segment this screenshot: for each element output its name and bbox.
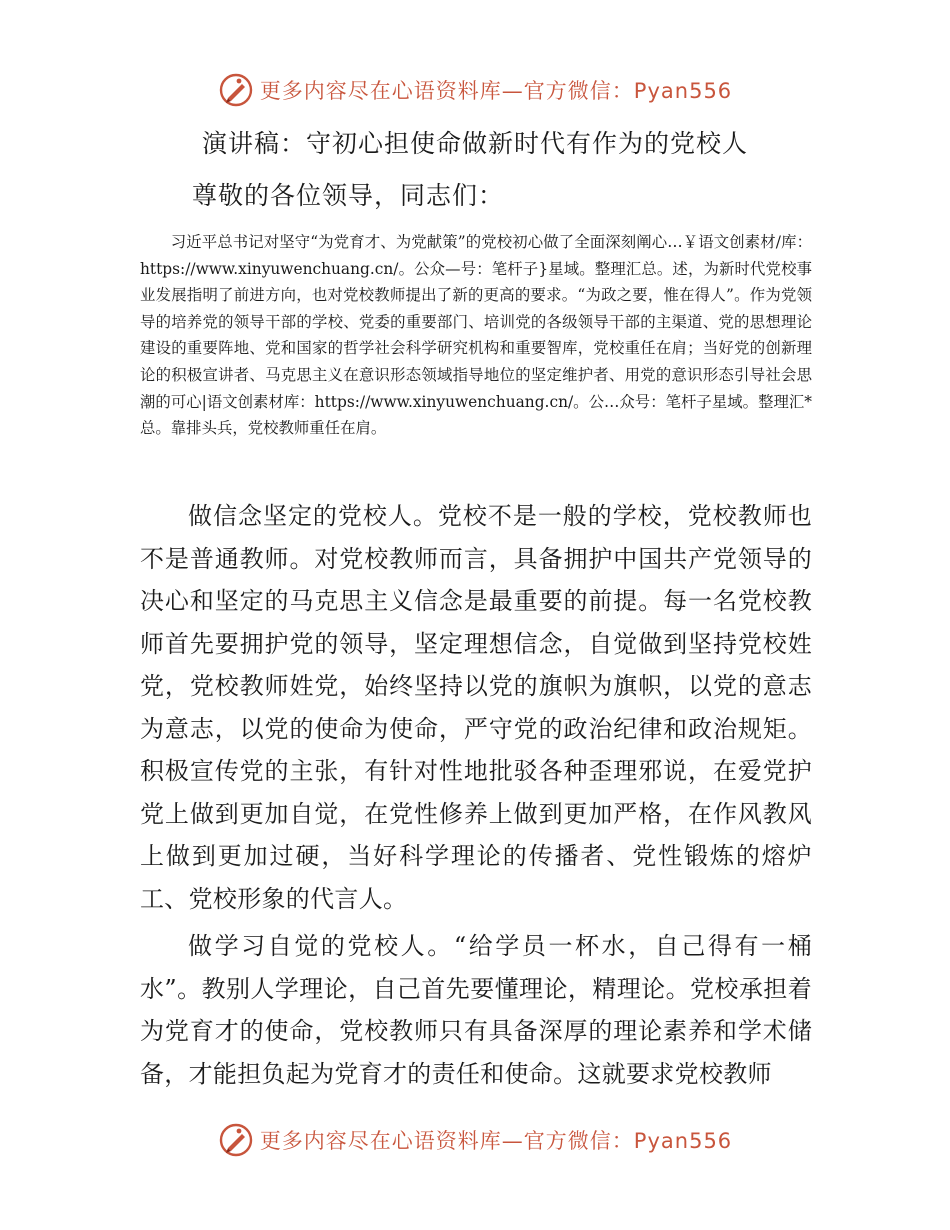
salutation: 尊敬的各位领导，同志们： (192, 181, 505, 210)
watermark-text: 更多内容尽在心语资料库—官方微信：Pyan556 (259, 79, 733, 103)
pen-logo-icon (218, 72, 254, 108)
watermark-text: 更多内容尽在心语资料库—官方微信：Pyan556 (259, 1129, 733, 1153)
pen-logo-icon (218, 1122, 254, 1158)
watermark-banner-top (0, 70, 950, 110)
watermark-banner-bottom (0, 1120, 950, 1160)
intro-paragraph: 习近平总书记对坚守“为党育才、为党献策”的党校初心做了全面深刻阐心…￥语文创素材/库：https://www.xinyuwenchuang.cn/。公众—号：笔杆子}星域。整理汇总。述，为新时代党校事业发展指明了前进方向，也对党校教师提出了新的更高的要求。“为政之要，惟在得人”。作为党领导的培养党的领导干部的学校、党委的重要部门、培训党的各级领导干部的主渠道、党的思想理论建设的重要阵地、党和国家的哲学社会科学研究机构和重要智库，党校重任在肩；当好党的创新理论的积极宣讲者、马克思主义在意识形态领域指导地位的坚定维护者、用党的意识形态引导社会思潮的可心|语文创素材库：https://www.xinyuwenchuang.cn/。公…众号：笔杆子星域。整理汇*总。靠排头兵，党校教师重任在肩。 (140, 233, 812, 438)
body-paragraph-2: 做学习自觉的党校人。“给学员一杯水，自己得有一桶水”。教别人学理论，自己首先要懂理论，精理论。党校承担着为党育才的使命，党校教师只有具备深厚的理论素养和学术储备，才能担负起为党育才的责任和使命。这就要求党校教师 (140, 932, 812, 1088)
document-title: 演讲稿：守初心担使命做新时代有作为的党校人 (201, 129, 748, 158)
body-paragraph-1: 做信念坚定的党校人。党校不是一般的学校，党校教师也不是普通教师。对党校教师而言，具备拥护中国共产党领导的决心和坚定的马克思主义信念是最重要的前提。每一名党校教师首先要拥护党的领导，坚定理想信念，自觉做到坚持党校姓党，党校教师姓党，始终坚持以党的旗帜为旗帜，以党的意志为意志，以党的使命为使命，严守党的政治纪律和政治规矩。积极宣传党的主张，有针对性地批驳各种歪理邪说，在爱党护党上做到更加自觉，在党性修养上做到更加严格，在作风教风上做到更加过硬，当好科学理论的传播者、党性锻炼的熔炉工、党校形象的代言人。 (140, 502, 812, 913)
